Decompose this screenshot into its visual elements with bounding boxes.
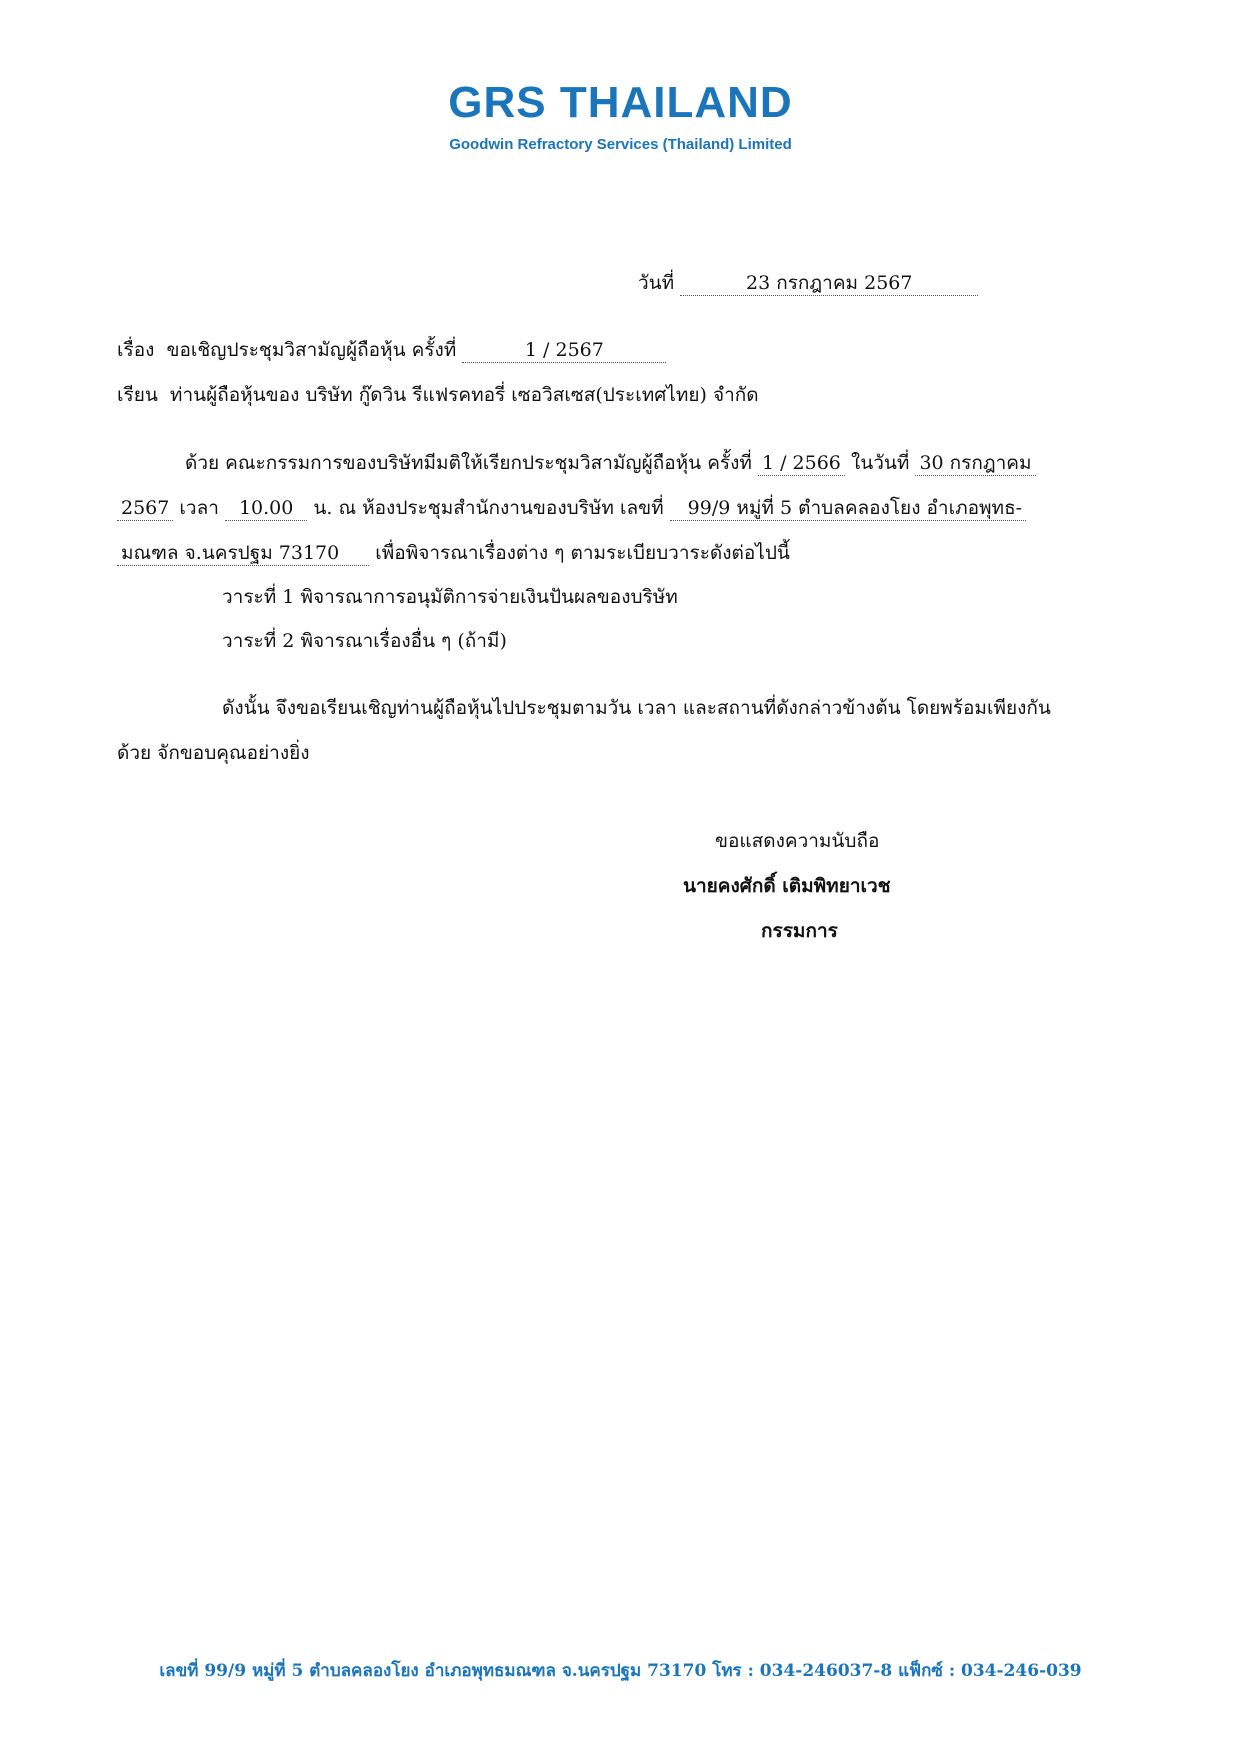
- subject-value: 1 / 2567: [462, 339, 666, 363]
- regards: ขอแสดงความนับถือ: [715, 830, 880, 852]
- time-label: เวลา: [179, 497, 219, 519]
- meeting-address-cont: มณฑล จ.นครปฐม 73170: [117, 542, 369, 566]
- recipient-line: [117, 380, 759, 410]
- meeting-address: 99/9 หมู่ที่ 5 ตำบลคลองโยง อำเภอพุทธ-: [670, 497, 1026, 521]
- company-name-en: Goodwin Refractory Services (Thailand) Limited: [449, 136, 792, 153]
- body-text-1b: ในวันที่: [850, 452, 910, 474]
- closing-line-1: ดังนั้น จึงขอเรียนเชิญท่านผู้ถือหุ้นไปประชุมตามวัน เวลา และสถานที่ดังกล่าวข้างต้น โดยพร้อมเพียงกัน: [222, 697, 1051, 719]
- body-line-1: [185, 448, 1036, 478]
- body-text-1a: ด้วย คณะกรรมการของบริษัทมีมติให้เรียกประชุมวิสามัญผู้ถือหุ้น ครั้งที่: [185, 452, 752, 474]
- agenda-item-1: วาระที่ 1 พิจารณาการอนุมัติการจ่ายเงินปันผลของบริษัท: [222, 586, 678, 608]
- company-logo: GRS THAILAND: [448, 78, 793, 127]
- recipient-label: เรียน: [117, 384, 158, 406]
- body-line-2: [117, 493, 1026, 523]
- meeting-year: 2567: [117, 497, 173, 521]
- recipient-text: ท่านผู้ถือหุ้นของ บริษัท กู๊ดวิน รีแฟรคทอรี่ เซอวิสเซส(ประเทศไทย) จำกัด: [169, 384, 759, 406]
- footer-address: เลขที่ 99/9 หมู่ที่ 5 ตำบลคลองโยง อำเภอพุทธมณฑล จ.นครปฐม 73170 โทร : 034-246037-8 แฟ็กซ์ : 034-246-039: [159, 1661, 1082, 1681]
- body-line-3: [117, 538, 790, 568]
- signer-position: กรรมการ: [761, 920, 838, 942]
- agenda-item-2: วาระที่ 2 พิจารณาเรื่องอื่น ๆ (ถ้ามี): [222, 630, 507, 652]
- date-label: วันที่: [638, 272, 675, 294]
- subject-label: เรื่อง: [117, 339, 155, 361]
- meeting-number: 1 / 2566: [758, 452, 845, 476]
- subject-line: [117, 335, 666, 365]
- meeting-day: 30 กรกฎาคม: [915, 452, 1035, 476]
- body-text-3b: เพื่อพิจารณาเรื่องต่าง ๆ ตามระเบียบวาระดังต่อไปนี้: [375, 542, 790, 564]
- subject-text: ขอเชิญประชุมวิสามัญผู้ถือหุ้น ครั้งที่: [166, 339, 457, 361]
- closing-line-2: ด้วย จักขอบคุณอย่างยิ่ง: [117, 742, 310, 764]
- signer-name: นายคงศักดิ์ เติมพิทยาเวช: [683, 875, 891, 897]
- body-text-2a: น. ณ ห้องประชุมสำนักงานของบริษัท เลขที่: [313, 497, 664, 519]
- meeting-time: 10.00: [225, 497, 307, 521]
- date-line: [638, 268, 978, 298]
- date-value: 23 กรกฎาคม 2567: [680, 272, 978, 296]
